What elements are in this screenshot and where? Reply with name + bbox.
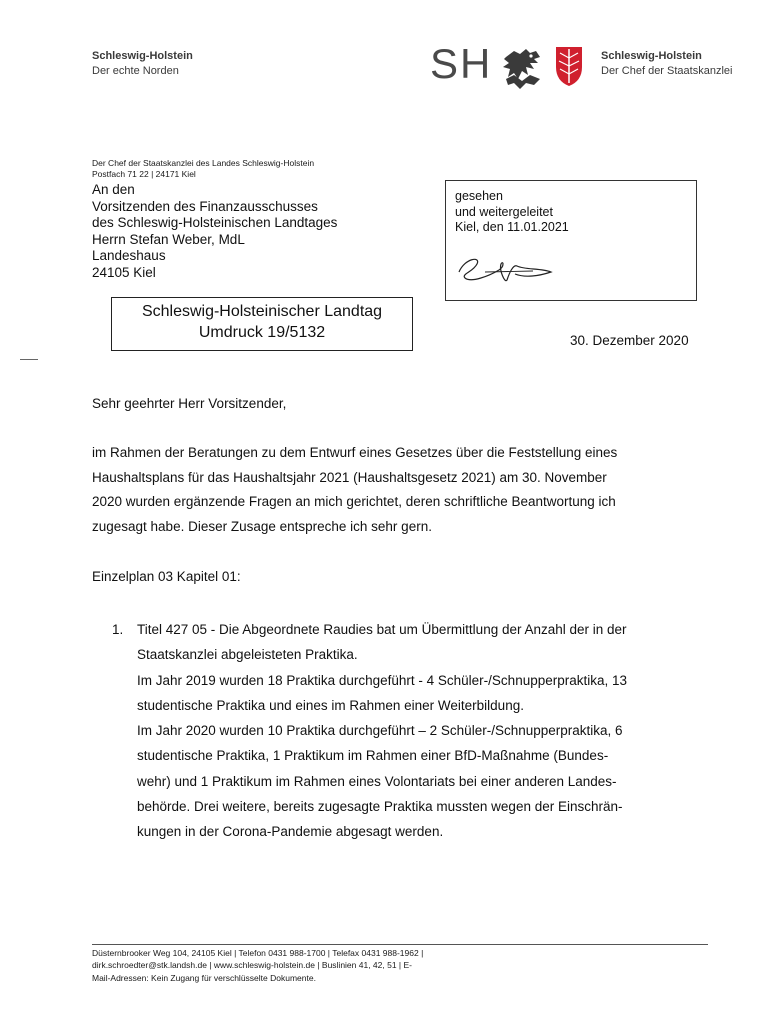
left-brand-title: Schleswig-Holstein xyxy=(92,50,193,62)
right-brand-subtitle: Der Chef der Staatskanzlei xyxy=(601,65,733,77)
stamp-text xyxy=(455,189,569,236)
stamp-line: und weitergeleitet xyxy=(455,204,553,219)
list-item xyxy=(137,617,709,845)
list-item-line: wehr) und 1 Praktikum im Rahmen eines Volontariats bei einer anderen Landes- xyxy=(137,773,617,789)
sh-logo-text: SH xyxy=(430,40,493,87)
umdruck-number: Umdruck 19/5132 xyxy=(198,324,326,341)
list-item-number: 1. xyxy=(112,622,124,637)
footer-line: Mail-Adressen: Kein Zugang für verschlüsselte Dokumente. xyxy=(92,972,316,983)
footer-divider xyxy=(92,944,708,945)
stamp-line: Kiel, den 11.01.2021 xyxy=(455,220,569,234)
intro-paragraph xyxy=(92,441,712,539)
nettle-leaf-shield-icon xyxy=(554,45,584,87)
landtag-name: Schleswig-Holsteinischer Landtag xyxy=(141,303,383,320)
address-line: des Schleswig-Holsteinischen Landtages xyxy=(92,215,338,230)
handwritten-signature xyxy=(455,250,555,288)
sender-block xyxy=(92,158,314,180)
list-item-line: Im Jahr 2019 wurden 18 Praktika durchgeführt - 4 Schüler-/Schnupperpraktika, 13 xyxy=(137,672,628,688)
lion-coat-of-arms-icon xyxy=(500,45,548,91)
right-brand-title: Schleswig-Holstein xyxy=(601,50,702,62)
paragraph-line: im Rahmen der Beratungen zu dem Entwurf eines Gesetzes über die Feststellung eines xyxy=(92,445,618,460)
letter-date: 30. Dezember 2020 xyxy=(570,333,689,348)
paragraph-line: zugesagt habe. Dieser Zusage entspreche ich sehr gern. xyxy=(92,518,432,534)
recipient-address xyxy=(92,182,337,281)
address-line: Vorsitzenden des Finanzausschusses xyxy=(92,198,318,214)
list-item-line: behörde. Drei weitere, bereits zugesagte Praktika mussten wegen der Einschrän- xyxy=(137,799,623,815)
footer-line: Düsternbrooker Weg 104, 24105 Kiel | Telefon 0431 988-1700 | Telefax 0431 988-1962 | xyxy=(92,948,424,958)
salutation: Sehr geehrter Herr Vorsitzender, xyxy=(92,396,287,411)
stamp-line: gesehen xyxy=(455,189,503,203)
fold-mark xyxy=(20,359,38,360)
address-line: 24105 Kiel xyxy=(92,264,156,280)
footer-line: dirk.schroedter@stk.landsh.de | www.schleswig-holstein.de | Buslinien 41, 42, 51 | E- xyxy=(92,960,412,971)
left-brand-subtitle: Der echte Norden xyxy=(92,65,179,77)
list-item-line: Im Jahr 2020 wurden 10 Praktika durchgeführt – 2 Schüler-/Schnupperpraktika, 6 xyxy=(137,723,623,739)
list-item-line: studentische Praktika, 1 Praktikum im Rahmen einer BfD-Maßnahme (Bundes- xyxy=(137,748,609,764)
list-item-line: Staatskanzlei abgeleisteten Praktika. xyxy=(137,647,358,663)
section-heading: Einzelplan 03 Kapitel 01: xyxy=(92,569,241,584)
footer-contact xyxy=(92,947,512,984)
paragraph-line: Haushaltsplans für das Haushaltsjahr 2021 (Haushaltsgesetz 2021) am 30. November xyxy=(92,469,607,485)
sender-line: Postfach 71 22 | 24171 Kiel xyxy=(92,169,196,179)
list-item-line: studentische Praktika und eines im Rahmen einer Weiterbildung. xyxy=(137,697,524,713)
list-item-line: Titel 427 05 - Die Abgeordnete Raudies bat um Übermittlung der Anzahl der in der xyxy=(137,622,627,637)
paragraph-line: 2020 wurden ergänzende Fragen an mich gerichtet, deren schriftliche Beantwortung ich xyxy=(92,494,616,509)
address-line: An den xyxy=(92,182,135,197)
list-item-line: kungen in der Corona-Pandemie abgesagt werden. xyxy=(137,824,444,840)
address-line: Herrn Stefan Weber, MdL xyxy=(92,231,245,247)
address-line: Landeshaus xyxy=(92,248,166,263)
sender-line: Der Chef der Staatskanzlei des Landes Schleswig-Holstein xyxy=(92,158,315,168)
